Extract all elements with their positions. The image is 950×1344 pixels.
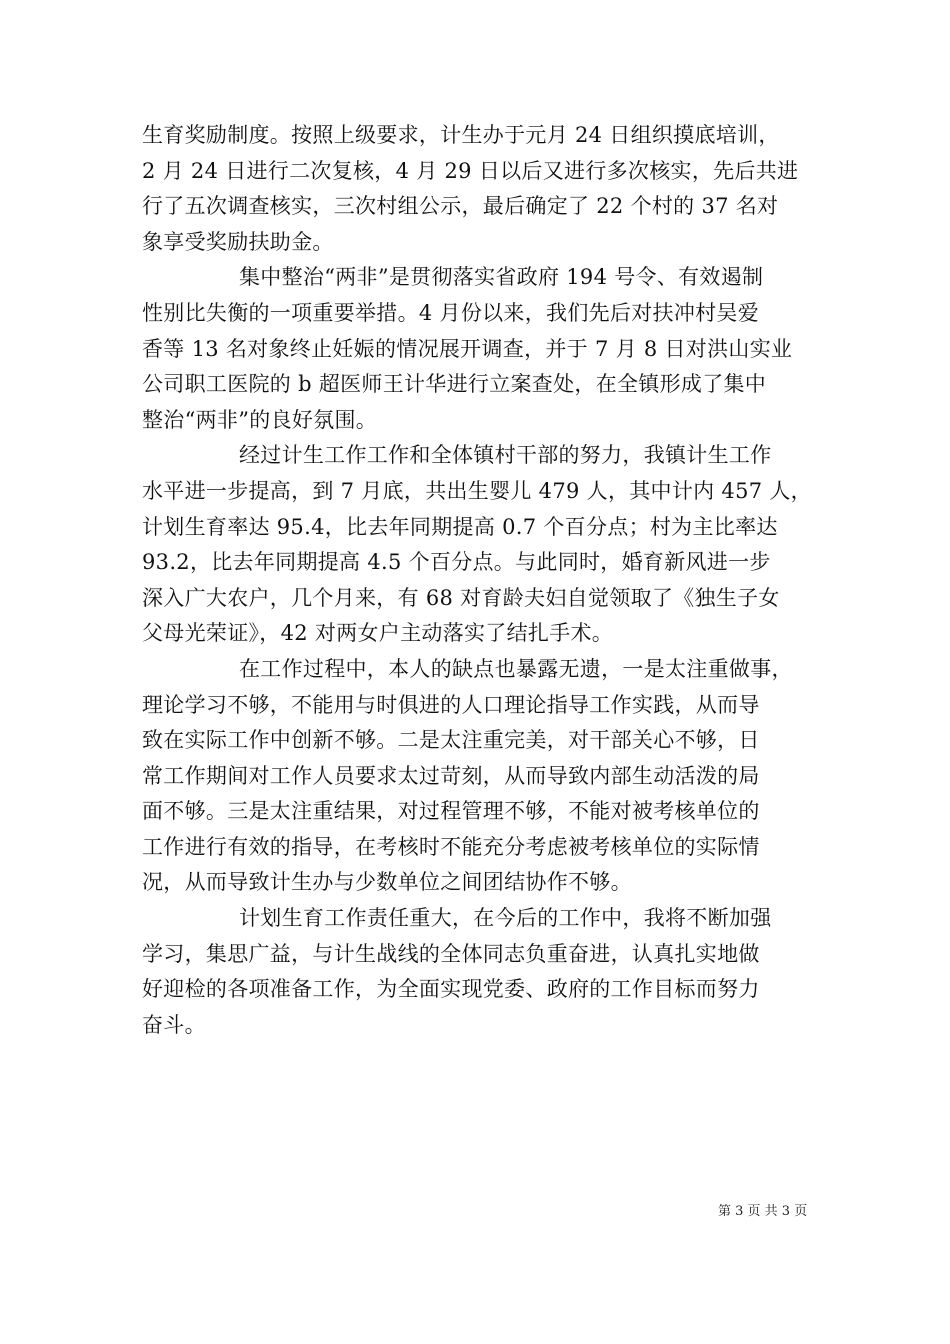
text-line: 2 月 24 日进行二次复核，4 月 29 日以后又进行多次核实，先后共进 bbox=[142, 158, 799, 183]
text-line: 况，从而导致计生办与少数单位之间团结协作不够。 bbox=[142, 870, 632, 895]
text-line: 行了五次调查核实，三次村组公示，最后确定了 22 个村的 37 名对 bbox=[142, 194, 779, 219]
text-line: 93.2，比去年同期提高 4.5 个百分点。与此同时，婚育新风进一步 bbox=[142, 550, 771, 575]
text-line: 父母光荣证》，42 对两女户主动落实了结扎手术。 bbox=[142, 621, 614, 646]
text-line: 性别比失衡的一项重要举措。4 月份以来，我们先后对扶冲村吴爱 bbox=[142, 300, 760, 325]
paragraph-first-line: 在工作过程中，本人的缺点也暴露无遗，一是太注重做事， bbox=[239, 656, 793, 681]
text-line: 致在实际工作中创新不够。二是太注重完美，对干部关心不够，日 bbox=[142, 728, 760, 753]
page-number-footer: 第 3 页 共 3 页 bbox=[718, 1204, 808, 1219]
text-line: 计划生育率达 95.4，比去年同期提高 0.7 个百分点；村为主比率达 bbox=[142, 514, 778, 539]
paragraph-first-line: 集中整治“两非”是贯彻落实省政府 194 号令、有效遏制 bbox=[239, 265, 764, 290]
text-line: 香等 13 名对象终止妊娠的情况展开调查，并于 7 月 8 日对洪山实业 bbox=[142, 336, 793, 361]
text-line: 工作进行有效的指导，在考核时不能充分考虑被考核单位的实际情 bbox=[142, 834, 760, 859]
text-line: 奋斗。 bbox=[142, 1012, 206, 1037]
text-line: 学习，集思广益，与计生战线的全体同志负重奋进，认真扎实地做 bbox=[142, 941, 760, 966]
text-line: 水平进一步提高，到 7 月底，共出生婴儿 479 人，其中计内 457 人， bbox=[142, 478, 812, 503]
text-line: 深入广大农户，几个月来，有 68 对育龄夫妇自觉领取了《独生子女 bbox=[142, 585, 780, 610]
text-line: 常工作期间对工作人员要求太过苛刻，从而导致内部生动活泼的局 bbox=[142, 763, 760, 788]
text-line: 面不够。三是太注重结果，对过程管理不够，不能对被考核单位的 bbox=[142, 799, 760, 824]
text-line: 象享受奖励扶助金。 bbox=[142, 229, 334, 254]
text-line: 生育奖励制度。按照上级要求，计生办于元月 24 日组织摸底培训， bbox=[142, 123, 780, 147]
text-line: 理论学习不够，不能用与时俱进的人口理论指导工作实践，从而导 bbox=[142, 692, 760, 717]
text-line: 公司职工医院的 b 超医师王计华进行立案查处，在全镇形成了集中 bbox=[142, 372, 767, 397]
paragraph-first-line: 经过计生工作工作和全体镇村干部的努力，我镇计生工作 bbox=[239, 443, 772, 468]
paragraph-first-line: 计划生育工作责任重大，在今后的工作中，我将不断加强 bbox=[239, 906, 772, 931]
text-line: 好迎检的各项准备工作，为全面实现党委、政府的工作目标而努力 bbox=[142, 977, 760, 1002]
text-line: 整治“两非”的良好氛围。 bbox=[142, 407, 378, 432]
document-body bbox=[142, 118, 812, 1043]
